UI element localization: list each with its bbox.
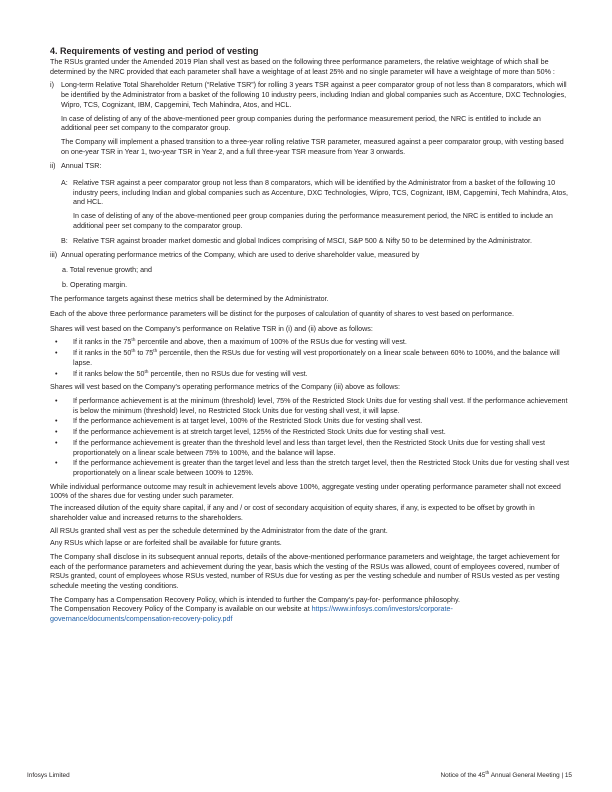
item-i-text: Long-term Relative Total Shareholder Return (“Relative TSR”) for rolling 3 years TSR against a peer comparator group of not less than 8 comparators, which will be identified by the Administrator from a basket of the following 10 industry peers, including Indian and global companies such as Accenture, DXC Technologies, Wipro, TCS, Cognizant, IBM, Capgemini, Tech Mahindra, Atos, and HCL. — [61, 81, 567, 109]
op-bullet — [50, 397, 571, 416]
op-bullet-text: If the performance achievement is at stretch target level, 125% of the Restricted Stock Units due for vesting shall vest. — [73, 428, 446, 437]
op-bullet — [50, 459, 571, 478]
item-iii-text: Annual operating performance metrics of the Company, which are used to derive shareholder value, measured by — [61, 251, 420, 260]
item-ii-a-text: Relative TSR against a peer comparator group not less than 8 comparators, which will be identified by the Administrator from a basket of the following 10 industry peers, including Indian and global companies such as Accenture, DXC Technologies, Wipro, TCS, Cognizant, IBM, Capgemini, Tech Mahindra, Atos, and HCL. — [73, 179, 568, 207]
recovery-policy-link[interactable]: https://www.infosys.com/investors/corporate-governance/documents/compensation-recovery-policy.pdf — [50, 605, 453, 624]
item-ii-a-delisting: In case of delisting of any of the above-mentioned peer group companies during the performance measurement period, the NRC is entitled to include an additional peer set company to the comparator group. — [73, 212, 553, 230]
targets-paragraph: The performance targets against these metrics shall be determined by the Administrator. — [50, 295, 329, 304]
item-ii — [50, 162, 571, 176]
bullet-mark: • — [55, 369, 58, 378]
bullet-mark: • — [55, 459, 58, 468]
tsr-bullet-3-pre: If it ranks below the 50 — [73, 369, 145, 378]
op-bullet-text: If performance achievement is at the minimum (threshold) level, 75% of the Restricted Stock Units due for vesting shall vest. If the performance achievement is below the minimum (threshold) level, no Restricted Stock Units due for vesting shall vest, it will lapse. — [73, 396, 568, 415]
schedule-paragraph: All RSUs granted shall vest as per the schedule determined by the Administrator from the date of the grant. — [50, 527, 388, 536]
bullet-mark: • — [55, 417, 58, 426]
item-ii-b-number: B: — [61, 236, 68, 245]
op-bullet-list — [50, 397, 571, 479]
item-ii-b — [50, 237, 571, 249]
item-ii-a — [50, 179, 571, 234]
recovery-policy-website-text: The Compensation Recovery Policy of the Company is available on our website at — [50, 605, 312, 614]
section-heading: 4. Requirements of vesting and period of vesting — [50, 46, 259, 56]
bullet-mark: • — [55, 438, 58, 447]
lapse-paragraph: Any RSUs which lapse or are forfeited shall be available for future grants. — [50, 539, 282, 548]
aggregate-vesting-paragraph: While individual performance outcome may result in achievement levels above 100%, aggregate vesting under operating performance parameter shall not exceed 100% of the shares due for vesting under such parameter. — [50, 482, 561, 501]
item-iii-b: b. Operating margin. — [62, 280, 128, 289]
op-bullet-text: If the performance achievement is at target level, 100% of the Restricted Stock Units due for vesting shall vest. — [73, 417, 423, 426]
tsr-bullet — [50, 338, 571, 348]
tsr-bullet-2-mid: to 75 — [135, 349, 154, 358]
item-iii-a: a. Total revenue growth; and — [62, 265, 152, 274]
bullet-mark: • — [55, 396, 58, 405]
tsr-bullet-2-post: percentile, then the RSUs due for vesting will vest proportionately on a linear scale between 60% to 100%, and the balance will lapse. — [73, 349, 560, 367]
tsr-bullet — [50, 370, 571, 380]
tsr-intro-paragraph: Shares will vest based on the Company’s performance on Relative TSR in (i) and (ii) above as follows: — [50, 324, 373, 333]
distinct-paragraph: Each of the above three performance parameters will be distinct for the purposes of calculation of quantity of shares to vest based on performance. — [50, 310, 515, 319]
tsr-bullet — [50, 349, 571, 368]
item-ii-number: ii) — [50, 162, 56, 171]
op-bullet — [50, 439, 571, 458]
item-iii-number: iii) — [50, 251, 58, 260]
tsr-bullet-2-pre: If it ranks in the 50 — [73, 349, 132, 358]
bullet-mark: • — [55, 428, 58, 437]
op-bullet — [50, 428, 571, 438]
footer-page-info — [441, 772, 572, 779]
item-i — [50, 81, 571, 159]
disclosure-paragraph: The Company shall disclose in its subsequent annual reports, details of the above-mentioned performance parameters and weightage, the target achievement for each of the performance parameters and achievement during the year, basis which the vesting of the RSUs was allowed, count of employees covered, number of RSUs granted, count of employees whose RSUs vested, number of RSUs due for vesting as per the vesting schedule and number of RSUs vested as per vesting schedule meeting the vesting conditions. — [50, 552, 560, 590]
document-page — [50, 46, 571, 625]
ordinal-suffix: th — [131, 338, 136, 344]
bullet-mark: • — [55, 338, 58, 347]
item-i-transition: The Company will implement a phased transition to a three-year rolling relative TSR parameter, measured against a peer comparator group, with vesting based on one-year TSR in Year 1, two-year TSR in Year 2, and a full three-year TSR measure from Year 3 onwards. — [61, 137, 564, 156]
item-i-delisting: In case of delisting of any of the above-mentioned peer group companies during the performance measurement period, the NRC is entitled to include an additional peer set company to the comparator group. — [61, 114, 541, 133]
item-iii — [50, 251, 571, 263]
ordinal-suffix: th — [131, 349, 136, 355]
dilution-paragraph: The increased dilution of the equity share capital, if any and / or cost of secondary acquisition of equity shares, if any, is expected to be offset by growth in shareholder value and increased returns to the shareholders. — [50, 504, 535, 522]
footer-notice-post: Annual General Meeting | 15 — [489, 772, 572, 779]
footer-notice-pre: Notice of the 45 — [440, 772, 486, 779]
item-i-number: i) — [50, 81, 54, 90]
op-bullet-text: If the performance achievement is greater than the target level and less than the stretch target level, then the Restricted Stock Units due for vesting shall vest proportionately on a linear scale between 100% to 125%. — [73, 459, 570, 477]
recovery-policy-paragraph — [50, 596, 571, 625]
op-bullet-text: If the performance achievement is greater than the threshold level and less than target level, then the Restricted Stock Units due for vesting shall vest proportionately on a linear scale between 75% to 100%, and the balance will lapse. — [73, 438, 545, 457]
op-intro-paragraph: Shares will vest based on the Company’s operating performance metrics of the Company (iii) above as follows: — [50, 383, 400, 392]
section-intro: The RSUs granted under the Amended 2019 Plan shall vest as based on the following three performance parameters, the relative weightage of which shall be determined by the NRC provided that each parameter shall have a weightage of at least 25% and no single parameter will have a weightage of more than 50% : — [50, 58, 555, 76]
footer-company: Infosys Limited — [27, 772, 70, 779]
ordinal-suffix: th — [153, 349, 158, 355]
tsr-bullet-1-pre: If it ranks in the 75 — [73, 338, 132, 347]
bullet-mark: • — [55, 349, 58, 358]
tsr-bullet-list — [50, 338, 571, 379]
recovery-policy-text: The Company has a Compensation Recovery Policy, which is intended to further the Company’s pay-for- performance philosophy. — [50, 595, 460, 604]
item-ii-a-number: A: — [61, 179, 68, 188]
op-bullet — [50, 417, 571, 427]
ordinal-suffix: th — [485, 771, 490, 776]
ordinal-suffix: th — [144, 369, 149, 375]
tsr-bullet-3-post: percentile, then no RSUs due for vesting will vest. — [148, 369, 308, 378]
item-ii-label: Annual TSR: — [61, 162, 102, 171]
item-ii-b-text: Relative TSR against broader market domestic and global Indices comprising of MSCI, S&P 500 & Nifty 50 to be determined by the Administrator. — [73, 236, 532, 245]
tsr-bullet-1-post: percentile and above, then a maximum of 100% of the RSUs due for vesting will vest. — [135, 338, 407, 347]
